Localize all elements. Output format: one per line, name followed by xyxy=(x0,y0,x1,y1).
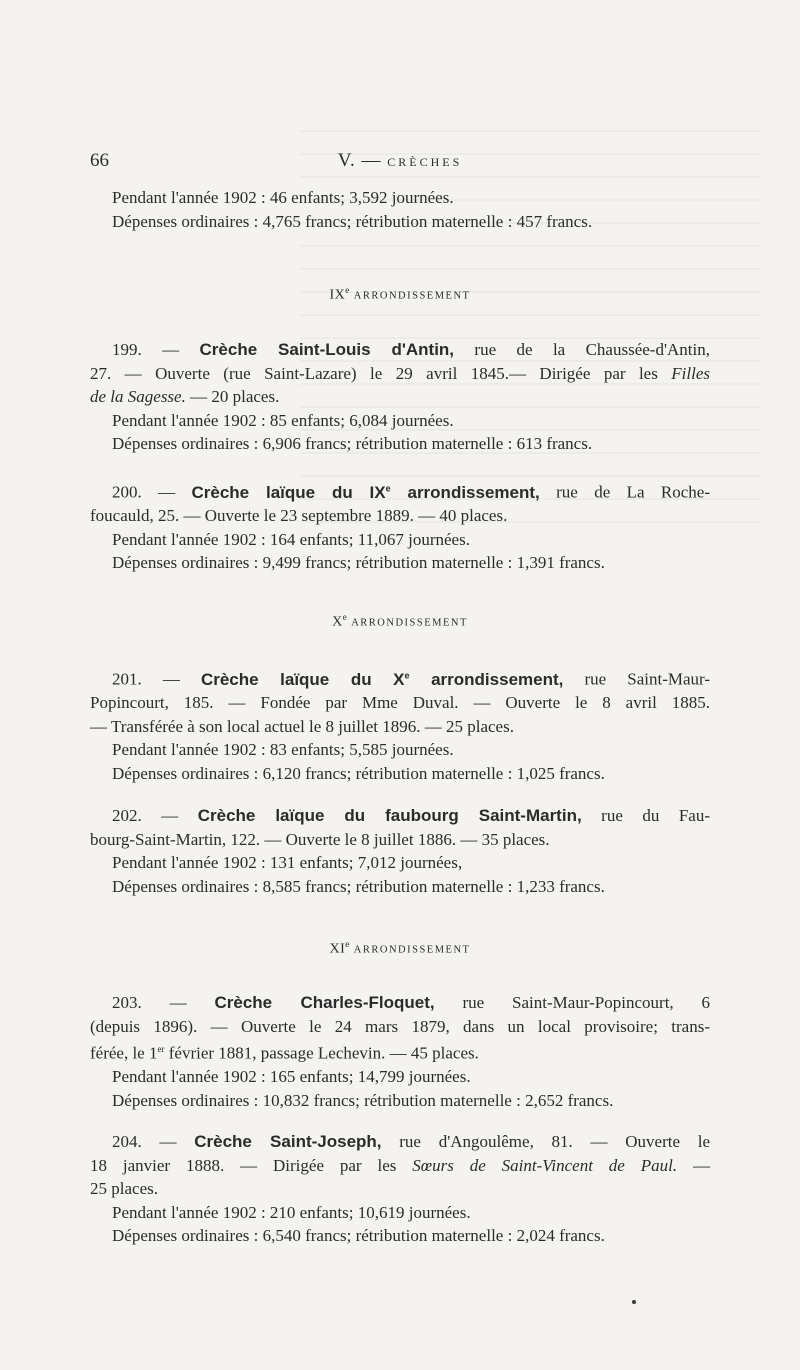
entry-203: 203. — Crèche Charles-Floquet, rue Saint-Maur-Popincourt, 6 (depuis 1896). — Ouverte le 24 mars 1879, dans un local provisoire; trans- férée, le 1er février 1881, passage Lechevin. — 45 places. Pendant l'année 1902 : 165 enfants; 14,799 journées. Dépenses ordinaires : 10,832 francs; rétribution maternelle : 2,652 francs. xyxy=(90,991,710,1112)
intro-expenses: Dépenses ordinaires : 4,765 francs; rétribution maternelle : 457 francs. xyxy=(112,211,593,231)
entry-title: Crèche Charles-Floquet, xyxy=(214,993,435,1012)
entry-expenses: Dépenses ordinaires : 10,832 francs; rétribution maternelle : 2,652 francs. xyxy=(112,1090,614,1110)
entry-title: Crèche Saint-Joseph, xyxy=(194,1132,382,1151)
section-heading-ix: IXe ARRONDISSEMENT xyxy=(329,285,471,303)
entry-201: 201. — Crèche laïque du Xe arrondissement, rue Saint-Maur- Popincourt, 185. — Fondée par Mme Duval. — Ouverte le 8 avril 1885. — Transférée à son local actuel le 8 juillet 1896. — 25 places. Pendant l'année 1902 : 83 enfants; 5,585 journées. Dépenses ordinaires : 6,120 francs; rétribution maternelle : 1,025 francs. xyxy=(90,664,710,785)
entry-stats: Pendant l'année 1902 : 165 enfants; 14,799 journées. xyxy=(112,1067,471,1087)
entry-200: 200. — Crèche laïque du IXe arrondissement, rue de La Roche- foucauld, 25. — Ouverte le 23 septembre 1889. — 40 places. Pendant l'année 1902 : 164 enfants; 11,067 journées. Dépenses ordinaires : 9,499 francs; rétribution maternelle : 1,391 francs. xyxy=(90,477,710,575)
intro-block xyxy=(90,186,710,233)
intro-stats: Pendant l'année 1902 : 46 enfants; 3,592 journées. xyxy=(112,188,454,207)
entry-title: Crèche laïque du faubourg Saint-Martin, xyxy=(197,806,582,825)
section-heading-x: Xe ARRONDISSEMENT xyxy=(332,612,468,630)
entry-stats: Pendant l'année 1902 : 164 enfants; 11,067 journées. xyxy=(112,529,470,549)
entry-stats: Pendant l'année 1902 : 85 enfants; 6,084 journées. xyxy=(112,410,454,430)
entry-expenses: Dépenses ordinaires : 8,585 francs; rétribution maternelle : 1,233 francs. xyxy=(112,876,605,896)
running-title: V. — CRÈCHES xyxy=(337,150,463,171)
page-number: 66 xyxy=(90,150,109,171)
entry-expenses: Dépenses ordinaires : 6,120 francs; rétribution maternelle : 1,025 francs. xyxy=(112,763,605,783)
entry-title: Crèche laïque du Xe arrondissement, xyxy=(200,669,564,689)
entry-199: 199. — Crèche Saint-Louis d'Antin, rue de la Chaussée-d'Antin, 27. — Ouverte (rue Saint-Lazare) le 29 avril 1845.— Dirigée par les Filles de la Sagesse. — 20 places. Pendant l'année 1902 : 85 enfants; 6,084 journées. Dépenses ordinaires : 6,906 francs; rétribution maternelle : 613 francs. xyxy=(90,338,710,456)
entry-title: Crèche laïque du IXe arrondissement, xyxy=(191,482,540,502)
page-header xyxy=(90,150,710,178)
entry-204: 204. — Crèche Saint-Joseph, rue d'Angoulême, 81. — Ouverte le 18 janvier 1888. — Dirigée par les Sœurs de Saint-Vincent de Paul. — 25 places. Pendant l'année 1902 : 210 enfants; 10,619 journées. Dépenses ordinaires : 6,540 francs; rétribution maternelle : 2,024 francs. xyxy=(90,1130,710,1248)
entry-stats: Pendant l'année 1902 : 131 enfants; 7,012 journées, xyxy=(112,853,463,872)
entry-expenses: Dépenses ordinaires : 6,906 francs; rétribution maternelle : 613 francs. xyxy=(112,434,593,453)
section-heading-xi: XIe ARRONDISSEMENT xyxy=(329,939,471,957)
ink-speck xyxy=(632,1300,636,1304)
entry-expenses: Dépenses ordinaires : 6,540 francs; rétribution maternelle : 2,024 francs. xyxy=(112,1226,605,1245)
entry-expenses: Dépenses ordinaires : 9,499 francs; rétribution maternelle : 1,391 francs. xyxy=(112,553,605,573)
entry-stats: Pendant l'année 1902 : 83 enfants; 5,585 journées. xyxy=(112,740,454,760)
entry-title: Crèche Saint-Louis d'Antin, xyxy=(199,340,455,359)
entry-stats: Pendant l'année 1902 : 210 enfants; 10,619 journées. xyxy=(112,1202,471,1222)
entry-202: 202. — Crèche laïque du faubourg Saint-Martin, rue du Fau- bourg-Saint-Martin, 122. — Ouverte le 8 juillet 1886. — 35 places. Pendant l'année 1902 : 131 enfants; 7,012 journées, Dépenses ordinaires : 8,585 francs; rétribution maternelle : 1,233 francs. xyxy=(90,804,710,898)
